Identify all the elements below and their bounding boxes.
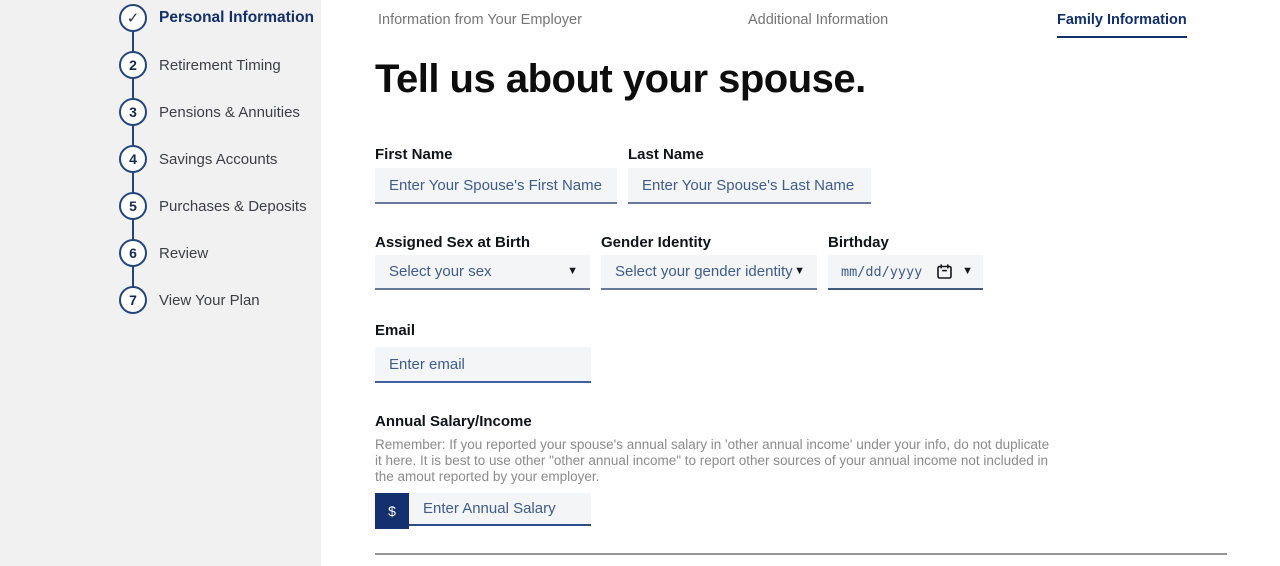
step-retirement-timing[interactable]	[119, 51, 281, 79]
tab-family-information[interactable]: Family Information	[1057, 12, 1187, 38]
step-purchases-deposits[interactable]	[119, 192, 307, 220]
step-number: 6	[119, 239, 147, 267]
stepper-sidebar	[0, 0, 321, 566]
step-view-your-plan[interactable]	[119, 286, 260, 314]
chevron-down-icon: ▼	[794, 265, 805, 277]
step-number: 3	[119, 98, 147, 126]
first-name-input[interactable]	[375, 168, 617, 204]
annual-salary-label: Annual Salary/Income	[375, 413, 532, 430]
gender-identity-label: Gender Identity	[601, 234, 712, 251]
assigned-sex-select[interactable]	[375, 255, 590, 290]
step-label: Review	[159, 244, 209, 262]
step-label: Savings Accounts	[159, 150, 278, 168]
step-review[interactable]	[119, 239, 208, 267]
dollar-sign-icon: $	[375, 493, 409, 529]
assigned-sex-group	[375, 234, 590, 290]
gender-identity-group	[601, 234, 817, 290]
last-name-label: Last Name	[628, 146, 704, 163]
spouse-form	[375, 0, 1227, 529]
chevron-down-icon: ▼	[567, 265, 578, 277]
demographics-row	[375, 234, 1227, 290]
step-pensions-annuities[interactable]	[119, 98, 300, 126]
step-label: Personal Information	[159, 9, 315, 26]
assigned-sex-label: Assigned Sex at Birth	[375, 234, 531, 251]
step-label: Purchases & Deposits	[159, 197, 307, 215]
tab-information-from-employer[interactable]: Information from Your Employer	[378, 12, 582, 28]
step-savings-accounts[interactable]	[119, 145, 277, 173]
birthday-date-picker[interactable]	[828, 255, 983, 290]
step-label: Retirement Timing	[159, 56, 281, 74]
assigned-sex-value: Select your sex	[389, 263, 492, 280]
step-label: View Your Plan	[159, 291, 260, 309]
last-name-input[interactable]	[628, 168, 871, 204]
step-number: 2	[119, 51, 147, 79]
email-group	[375, 322, 591, 383]
first-name-group	[375, 146, 617, 204]
first-name-label: First Name	[375, 146, 453, 163]
step-number: 7	[119, 286, 147, 314]
annual-salary-input-row	[375, 493, 591, 529]
step-label: Pensions & Annuities	[159, 103, 300, 121]
step-number: 5	[119, 192, 147, 220]
birthday-group	[828, 234, 983, 290]
gender-identity-select[interactable]	[601, 255, 817, 290]
main-content	[321, 0, 1280, 566]
tab-additional-information[interactable]: Additional Information	[748, 12, 889, 28]
chevron-down-icon: ▼	[962, 265, 973, 277]
annual-salary-input[interactable]	[409, 493, 591, 526]
check-icon: ✓	[119, 4, 147, 32]
annual-salary-group	[375, 413, 1227, 529]
step-personal-information[interactable]	[119, 4, 314, 32]
bottom-divider	[375, 553, 1227, 555]
gender-identity-value: Select your gender identity	[615, 263, 793, 280]
page-title: Tell us about your spouse.	[375, 57, 866, 101]
birthday-placeholder: mm/dd/yyyy	[841, 263, 923, 280]
email-label: Email	[375, 322, 416, 339]
step-number: 4	[119, 145, 147, 173]
email-input[interactable]	[375, 347, 591, 383]
calendar-icon[interactable]	[936, 263, 953, 280]
annual-salary-note: Remember: If you reported your spouse's annual salary in 'other annual income' under your info, do not duplicate it here. It is best to use other "other annual income" to report other sources of your annual income not included in the amout reported by your employer.	[375, 437, 1050, 484]
last-name-group	[628, 146, 871, 204]
birthday-label: Birthday	[828, 234, 889, 251]
name-fields-row	[375, 146, 1227, 204]
